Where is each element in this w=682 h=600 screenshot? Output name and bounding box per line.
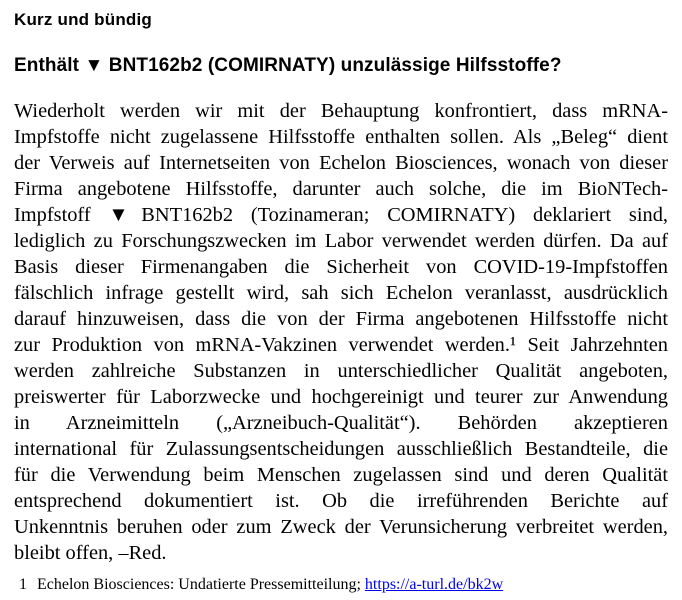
- article-line: zur Produktion von mRNA-Vakzinen verwendet werden.¹ Seit Jahrzehnten: [14, 334, 668, 356]
- footnote: [14, 574, 668, 596]
- article-line: Firma angebotene Hilfsstoffe, darunter auch solche, die im BioNTech-: [14, 178, 668, 200]
- article-line: international für Zulassungsentscheidungen ausschließlich Bestandteile, die: [14, 438, 668, 460]
- footnote-marker: 1: [19, 576, 27, 593]
- article-line: lediglich zu Forschungszwecken im Labor verwendet werden dürfen. Da auf: [14, 230, 668, 252]
- article-line: fälschlich infrage gestellt wird, sah sich Echelon veranlasst, ausdrücklich: [14, 282, 668, 304]
- article-line: in Arzneimitteln („Arzneibuch-Qualität“). Behörden akzeptieren: [14, 412, 668, 434]
- article-line: Impfstoffe nicht zugelassene Hilfsstoffe enthalten sollen. Als „Beleg“ dient: [14, 126, 668, 148]
- footnote-link[interactable]: https://a-turl.de/bk2w: [364, 576, 504, 593]
- article-line: Wiederholt werden wir mit der Behauptung konfrontiert, dass mRNA-: [14, 100, 668, 122]
- article-line: preiswerter für Laborzwecke und hochgereinigt und teurer zur Anwendung: [14, 386, 668, 408]
- article-line: Unkenntnis beruhen oder zum Zweck der Verunsicherung verbreitet werden,: [14, 516, 668, 538]
- article-line: entsprechend dokumentiert ist. Ob die irreführenden Berichte auf: [14, 490, 668, 512]
- article-line: bleibt offen, –Red.: [14, 542, 167, 564]
- article-line: werden zahlreiche Substanzen in unterschiedlicher Qualität angeboten,: [14, 360, 668, 382]
- article-line: Basis dieser Firmenangaben die Sicherheit von COVID-19-Impfstoffen: [14, 256, 668, 278]
- article-line: für die Verwendung beim Menschen zugelassen sind und deren Qualität: [14, 464, 668, 486]
- kicker: Kurz und bündig: [14, 10, 153, 29]
- footnote-text: Echelon Biosciences: Undatierte Pressemitteilung;: [37, 576, 361, 593]
- article-line: darauf hinzuweisen, dass die von der Firma angebotenen Hilfsstoffe nicht: [14, 308, 668, 330]
- article-line: Impfstoff ▼BNT162b2 (Tozinameran; COMIRNATY) deklariert sind,: [14, 204, 668, 226]
- article-body: [14, 98, 668, 566]
- article-title: Enthält ▼ BNT162b2 (COMIRNATY) unzulässige Hilfsstoffe?: [14, 55, 562, 76]
- article-line: der Verweis auf Internetseiten von Echelon Biosciences, wonach von dieser: [14, 152, 668, 174]
